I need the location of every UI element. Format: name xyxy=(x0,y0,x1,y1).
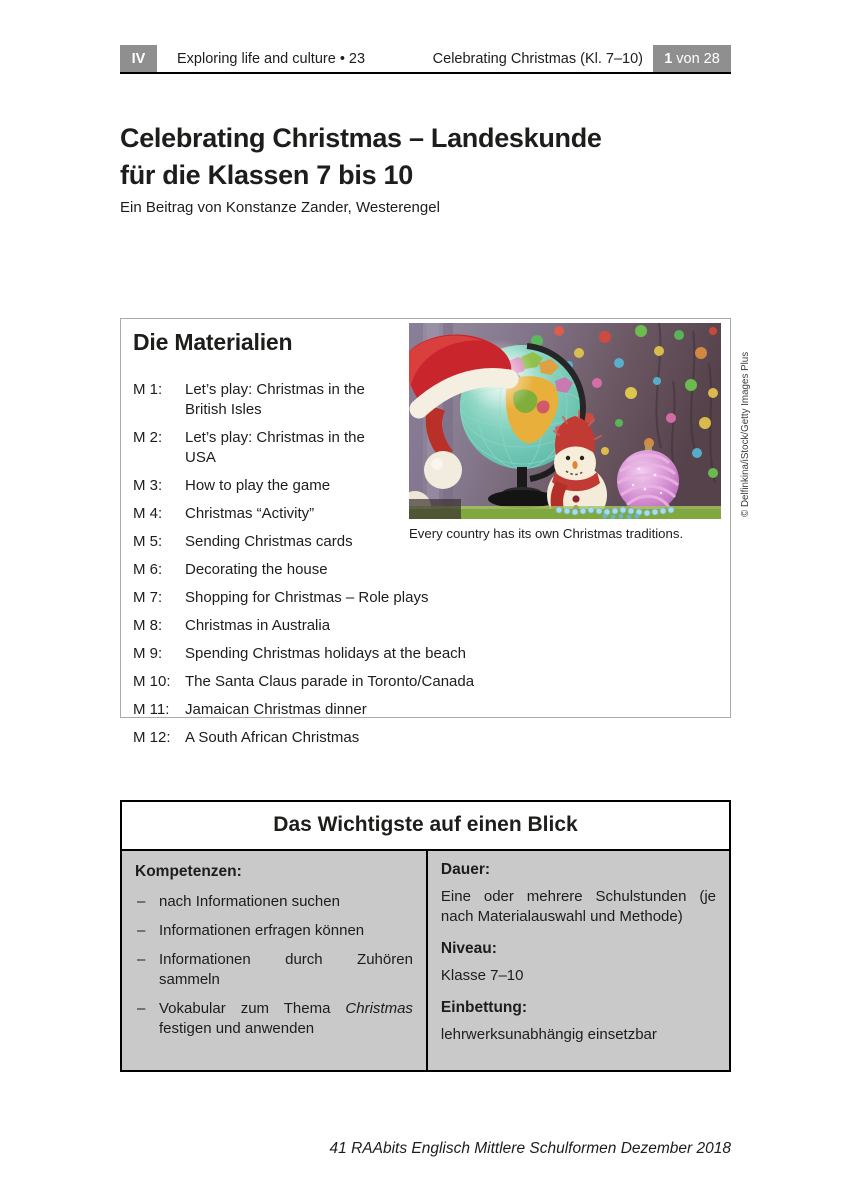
material-item xyxy=(131,616,717,636)
material-label: M 3: xyxy=(133,477,163,494)
section-badge: IV xyxy=(120,45,157,72)
title-line-1: Celebrating Christmas – Landeskunde xyxy=(120,123,602,154)
overview-title: Das Wichtigste auf einen Blick xyxy=(122,802,729,851)
material-item xyxy=(131,700,717,720)
material-text: Christmas in Australia xyxy=(185,617,331,634)
material-label: M 1: xyxy=(133,381,163,398)
title-line-2: für die Klassen 7 bis 10 xyxy=(120,160,413,191)
material-text: The Santa Claus parade in Toronto/Canada xyxy=(185,673,475,690)
dash-bullet: – xyxy=(137,922,146,939)
photo-caption: Every country has its own Christmas traditions. xyxy=(409,526,684,541)
material-item xyxy=(131,532,717,552)
material-text: Decorating the house xyxy=(185,561,328,578)
overview-table xyxy=(120,800,731,1072)
material-text: A South African Christmas xyxy=(185,729,360,746)
material-label: M 2: xyxy=(133,429,163,446)
page-of-label: von 28 xyxy=(676,50,720,67)
competence-item xyxy=(135,999,413,1039)
material-text: Let’s play: Christmas in the USA xyxy=(185,429,365,466)
competence-item xyxy=(135,950,413,990)
photo-credit: © Delfinkina/iStock/Getty Images Plus xyxy=(740,351,751,517)
material-text: Spending Christmas holidays at the beach xyxy=(185,645,467,662)
material-label: M 8: xyxy=(133,617,163,634)
duration-text: Eine oder mehrere Schulstunden (je nach Materialauswahl und Methode) xyxy=(440,888,716,925)
level-heading: Niveau: xyxy=(440,940,497,957)
competences-list xyxy=(135,892,413,1039)
page-number-badge xyxy=(653,45,731,72)
material-text: How to play the game xyxy=(185,477,331,494)
material-item xyxy=(131,476,717,496)
material-label: M 6: xyxy=(133,561,163,578)
material-item xyxy=(131,644,717,664)
materials-heading: Die Materialien xyxy=(133,329,293,355)
competence-text: Informationen durch Zuhören sammeln xyxy=(159,951,413,988)
header-topic-label: Celebrating Christmas (Kl. 7–10) xyxy=(432,50,643,67)
competences-cell xyxy=(122,851,428,1070)
overview-body xyxy=(122,851,729,1070)
duration-heading: Dauer: xyxy=(440,861,491,878)
material-item xyxy=(131,504,717,524)
material-item xyxy=(131,588,717,608)
material-item xyxy=(131,672,717,692)
material-item xyxy=(131,560,717,580)
competence-item xyxy=(135,921,413,941)
material-label: M 10: xyxy=(133,673,171,690)
competence-text: Informationen erfragen können xyxy=(159,922,365,939)
material-text: Shopping for Christmas – Role plays xyxy=(185,589,429,606)
materials-box xyxy=(120,318,731,746)
material-text: Christmas “Activity” xyxy=(185,505,315,522)
material-label: M 4: xyxy=(133,505,163,522)
level-text: Klasse 7–10 xyxy=(440,967,524,984)
footer-imprint: 41 RAAbits Englisch Mittlere Schulformen Dezember 2018 xyxy=(329,1140,731,1157)
material-label: M 5: xyxy=(133,533,163,550)
material-label: M 11: xyxy=(133,701,170,718)
embedding-text: lehrwerksunabhängig einsetzbar xyxy=(440,1026,657,1043)
page-number: 1 xyxy=(664,50,673,67)
dash-bullet: – xyxy=(137,951,146,968)
competences-heading: Kompetenzen: xyxy=(135,863,242,880)
material-label: M 7: xyxy=(133,589,163,606)
document-title xyxy=(120,120,602,194)
material-label: M 12: xyxy=(133,729,171,746)
dash-bullet: – xyxy=(137,1000,146,1017)
competence-text-italic: Christmas xyxy=(345,1000,413,1017)
material-item xyxy=(131,380,717,420)
materials-list xyxy=(131,380,717,748)
competence-text: nach Informationen suchen xyxy=(159,893,340,910)
material-item xyxy=(131,728,717,748)
details-cell xyxy=(428,851,729,1070)
page-header xyxy=(120,45,731,74)
material-label: M 9: xyxy=(133,645,163,662)
material-text: Let’s play: Christmas in the British Isles xyxy=(185,381,365,418)
material-text: Sending Christmas cards xyxy=(185,533,353,550)
header-series-label: Exploring life and culture • 23 xyxy=(177,50,366,67)
author-byline: Ein Beitrag von Konstanze Zander, Westerengel xyxy=(120,199,440,216)
material-text: Jamaican Christmas dinner xyxy=(185,701,367,718)
dash-bullet: – xyxy=(137,893,146,910)
embedding-heading: Einbettung: xyxy=(440,999,528,1016)
competence-text: Vokabular zum Thema xyxy=(159,1000,346,1017)
material-item xyxy=(131,428,717,468)
competence-item xyxy=(135,892,413,912)
competence-text: festigen und anwenden xyxy=(159,1020,315,1037)
